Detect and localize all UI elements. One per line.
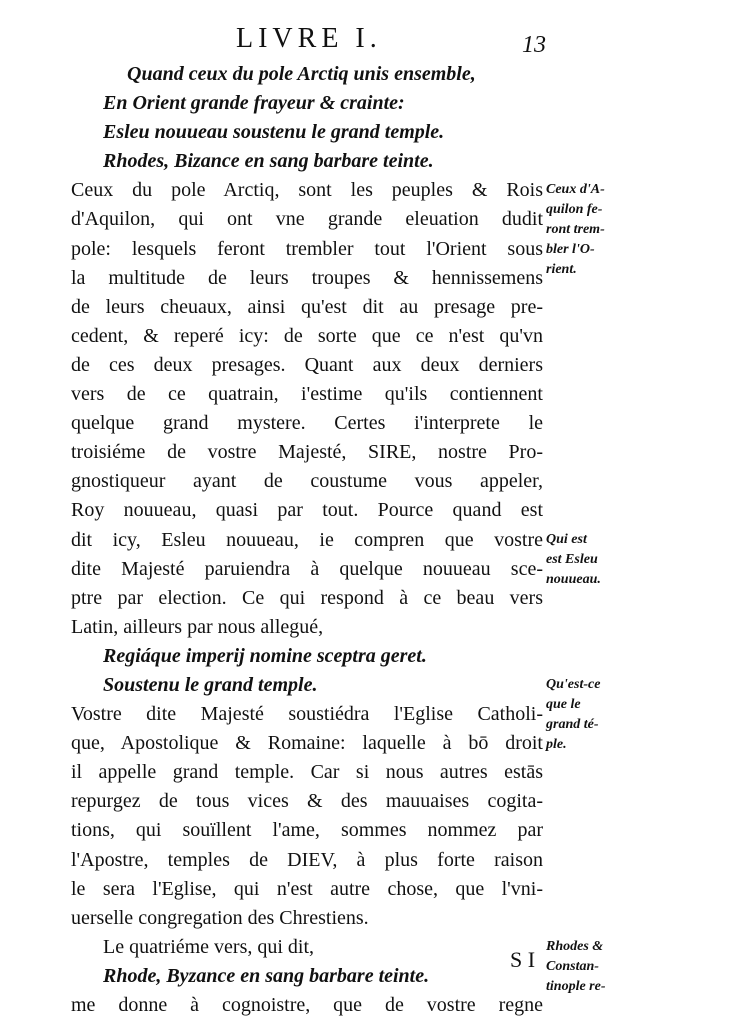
text-line: l'Apostre, temples de DIEV, à plus forte raison [71,848,543,871]
text-line: Regiáque imperij nomine sceptra geret. [103,644,427,667]
text-line: dit icy, Esleu nouueau, ie compren que vostre [71,528,543,551]
text-line: pole: lesquels feront trembler tout l'Orient sous [71,237,543,260]
text-line: Quand ceux du pole Arctiq unis ensemble, [127,63,476,85]
text-line: me donne à cognoistre, que de vostre regne [71,994,543,1016]
marginal-note-line: quilon fe- [546,202,603,218]
text-line: tions, qui souïllent l'ame, sommes nommez par [71,819,543,842]
text-line: de leurs cheuaux, ainsi qu'est dit au presage pre- [71,295,543,318]
main-text-block [71,60,543,1020]
marginal-note-line: Qui est [546,531,587,547]
marginal-note-line: Rhodes & [546,939,604,954]
marginal-note-line: ple. [546,737,567,753]
marginal-note-line: tinople re- [546,979,606,994]
text-line: troisiéme de vostre Majesté, SIRE, nostre Pro- [71,441,543,464]
text-line: Ceux du pole Arctiq, sont les peuples & Rois [71,179,543,202]
text-line: Rhode, Byzance en sang barbare teinte. [103,964,430,987]
text-line: Latin, ailleurs par nous allegué, [71,615,324,638]
text-line: uerselle congregation des Chrestiens. [71,906,369,929]
text-line: Rhodes, Bizance en sang barbare teinte. [103,150,434,173]
text-line: gnostiqueur ayant de coustume vous appeler, [71,470,543,493]
text-line: le sera l'Eglise, qui n'est autre chose, que l'vni- [71,877,543,900]
text-line: quelque grand mystere. Certes i'interprete le [71,412,543,435]
text-line: la multitude de leurs troupes & hennissemens [71,266,543,289]
text-line: Soustenu le grand temple. [103,673,318,696]
text-line: Le quatriéme vers, qui dit, [103,935,315,958]
marginal-note [546,675,636,755]
marginal-note-line: Ceux d'A- [546,182,605,198]
text-line: Esleu nouueau soustenu le grand temple. [103,121,445,144]
marginal-note-line: Constan- [546,959,599,974]
marginal-note-line: nouueau. [546,571,601,587]
marginal-note-line: que le [546,697,581,713]
text-line: ptre par election. Ce qui respond à ce beau vers [71,586,543,609]
marginal-note-line: Qu'est-ce [546,677,601,693]
text-line: dite Majesté paruiendra à quelque nouueau sce- [71,557,543,580]
text-line: cedent, & reperé icy: de sorte que ce n'est qu'vn [71,324,543,347]
marginal-note-line: est Esleu [546,551,598,567]
marginal-note [546,530,636,590]
text-line: Vostre dite Majesté soustiédra l'Eglise Catholi- [71,703,543,726]
text-line: repurgez de tous vices & des mauuaises cogita- [71,790,543,813]
page-number: 13 [522,32,546,58]
catchword: S I [510,947,536,972]
text-line: que, Apostolique & Romaine: laquelle à bō droit [71,732,543,755]
marginal-note-line: grand té- [546,717,599,733]
text-line: En Orient grande frayeur & crainte: [103,92,405,115]
running-head: LIVRE I. [236,23,382,54]
marginal-note [546,180,636,280]
marginal-note-line: bler l'O- [546,242,595,258]
marginal-note-line: rient. [546,262,577,278]
text-line: vers de ce quatrain, i'estime qu'ils contiennent [71,383,543,406]
text-line: d'Aquilon, qui ont vne grande eleuation dudit [71,208,543,231]
text-line: de ces deux presages. Quant aux deux derniers [71,353,543,376]
marginal-note [546,937,636,997]
marginal-note-line: ront trem- [546,222,605,238]
text-line: il appelle grand temple. Car si nous autres estās [71,761,543,784]
text-line: Roy nouueau, quasi par tout. Pource quand est [71,499,543,522]
